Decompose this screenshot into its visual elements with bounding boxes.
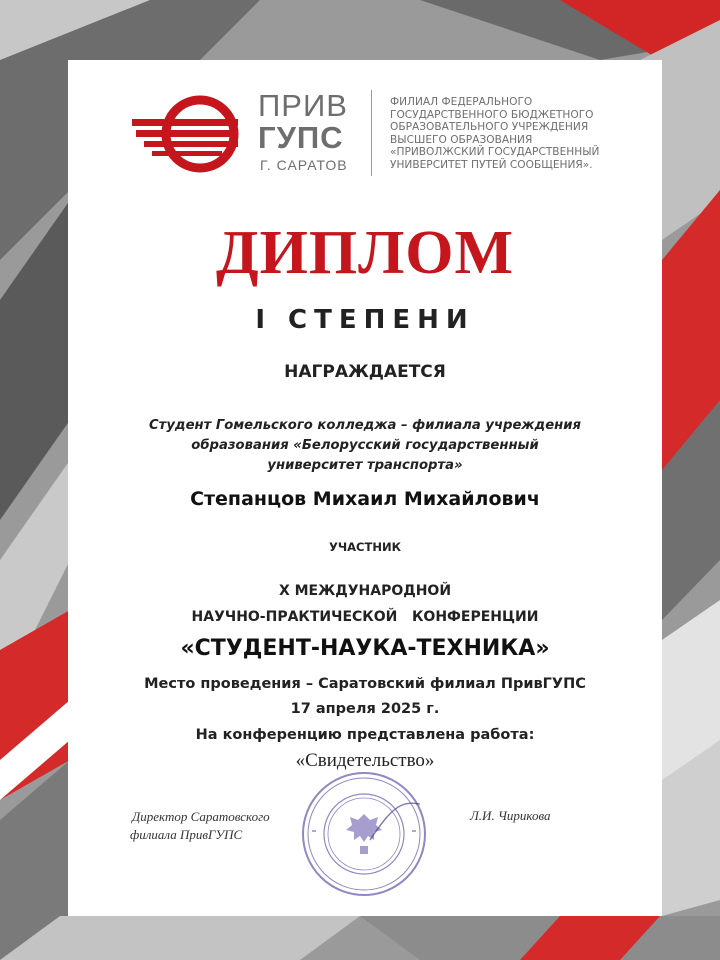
conference-line2: НАУЧНО-ПРАКТИЧЕСКОЙ КОНФЕРЕНЦИИ [191,609,539,625]
official-stamp [300,770,428,898]
conference-date: 17 апреля 2025 г. [290,701,440,717]
student-desc-line: Студент Гомельского колледжа – филиала учреждения [149,418,581,433]
signer-role-line: филиала ПривГУПС [130,827,243,842]
signer-role-line: Директор Саратовского [132,809,270,824]
org-line: ГОСУДАРСТВЕННОГО БЮДЖЕТНОГО [390,108,594,121]
header-divider [371,90,372,176]
diploma-degree: I СТЕПЕНИ [255,305,475,335]
work-title: «Свидетельство» [295,750,435,771]
participant-role: УЧАСТНИК [329,540,401,554]
org-line: ФИЛИАЛ ФЕДЕРАЛЬНОГО [390,96,533,108]
diploma-title: ДИПЛОМ [215,219,515,287]
logo-city: Г. САРАТОВ [260,157,348,173]
conference-line1: X МЕЖДУНАРОДНОЙ [278,583,452,599]
student-description [68,416,662,476]
org-line: «ПРИВОЛЖСКИЙ ГОСУДАРСТВЕННЫЙ [390,146,600,159]
signer-role [132,808,270,844]
student-name: Степанцов Михаил Михайлович [190,488,540,510]
org-line: ОБРАЗОВАТЕЛЬНОГО УЧРЕЖДЕНИЯ [390,121,589,134]
logo-wordmark-line2: ГУПС [258,120,344,155]
conference-name: «СТУДЕНТ-НАУКА-ТЕХНИКА» [180,636,550,661]
conference-venue: Место проведения – Саратовский филиал ПривГУПС [144,676,586,692]
work-label: На конференцию представлена работа: [195,727,535,743]
privgups-logo-emblem [132,90,248,178]
organization-name [390,96,630,172]
org-line: УНИВЕРСИТЕТ ПУТЕЙ СООБЩЕНИЯ». [390,158,593,171]
org-line: ВЫСШЕГО ОБРАЗОВАНИЯ [390,133,533,146]
logo-wordmark-line1: ПРИВ [258,88,348,123]
student-desc-line: университет транспорта» [267,458,463,473]
awarded-label: НАГРАЖДАЕТСЯ [284,362,446,382]
student-desc-line: образования «Белорусский государственный [191,438,539,453]
signer-name: Л.И. Чирикова [470,808,551,823]
